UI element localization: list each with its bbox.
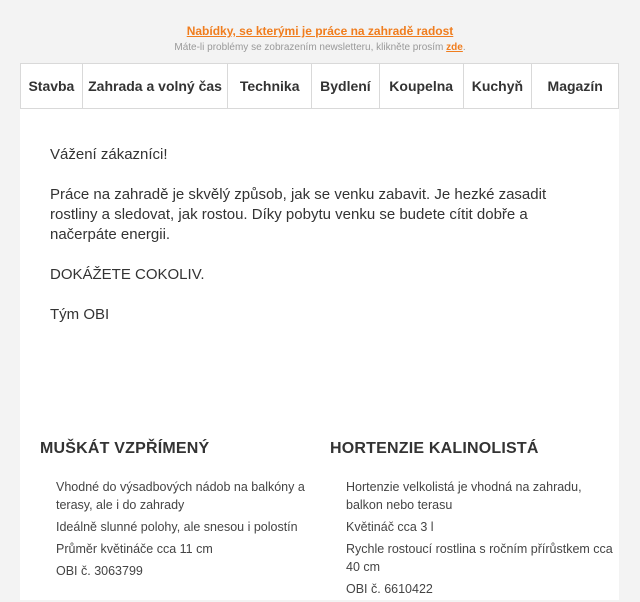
nav-item-technika[interactable]: Technika [228, 64, 312, 108]
nav-item-bydleni[interactable]: Bydlení [312, 64, 380, 108]
nav-item-magazin[interactable]: Magazín [547, 78, 603, 94]
preheader-subtext-label: Máte-li problémy se zobrazením newsletteru, klikněte prosím [174, 42, 444, 53]
intro-letter [50, 145, 570, 345]
newsletter-content [20, 109, 619, 600]
view-online-link[interactable]: zde [446, 42, 463, 53]
product-feature: Hortenzie velkolistá je vhodná na zahradu, balkon nebo terasu [346, 480, 582, 512]
product-feature: Rychle rostoucí rostlina s ročním přírůstkem cca 40 cm [346, 542, 613, 574]
letter-signature: Tým OBI [50, 306, 110, 323]
nav-item-kuchyn[interactable]: Kuchyň [464, 64, 533, 108]
product-card-hortenzie [330, 440, 620, 602]
nav-item-zahrada[interactable]: Zahrada a volný čas [83, 64, 229, 108]
preheader-subtext-end: . [462, 42, 466, 53]
preheader [0, 0, 640, 62]
letter-greeting: Vážení zákazníci! [50, 146, 168, 163]
product-feature: OBI č. 3063799 [56, 564, 143, 578]
nav-item-koupelna[interactable]: Koupelna [380, 64, 464, 108]
preheader-subtext [0, 41, 640, 55]
letter-slogan: DOKÁŽETE COKOLIV. [50, 266, 205, 283]
product-card-muskat [40, 440, 330, 584]
product-features [40, 478, 330, 580]
letter-body: Práce na zahradě je skvělý způsob, jak se venku zabavit. Je hezké zasadit rostliny a sledovat, jak rostou. Díky pobytu venku se budete cítit dobře a načerpáte energii. [50, 186, 547, 243]
product-title[interactable]: HORTENZIE KALINOLISTÁ [330, 440, 539, 457]
product-feature: Průměr květináče cca 11 cm [56, 542, 213, 556]
preheader-headline-link[interactable]: Nabídky, se kterými je práce na zahradě radost [186, 24, 454, 38]
product-features [330, 478, 620, 598]
nav-item-stavba[interactable]: Stavba [21, 64, 83, 108]
product-feature: OBI č. 6610422 [346, 582, 433, 596]
category-nav [20, 63, 619, 109]
product-feature: Květináč cca 3 l [346, 520, 434, 534]
product-feature: Vhodné do výsadbových nádob na balkóny a terasy, ale i do zahrady [56, 480, 305, 512]
product-feature: Ideálně slunné polohy, ale snesou i polostín [56, 520, 298, 534]
product-title[interactable]: MUŠKÁT VZPŘÍMENÝ [40, 440, 210, 457]
